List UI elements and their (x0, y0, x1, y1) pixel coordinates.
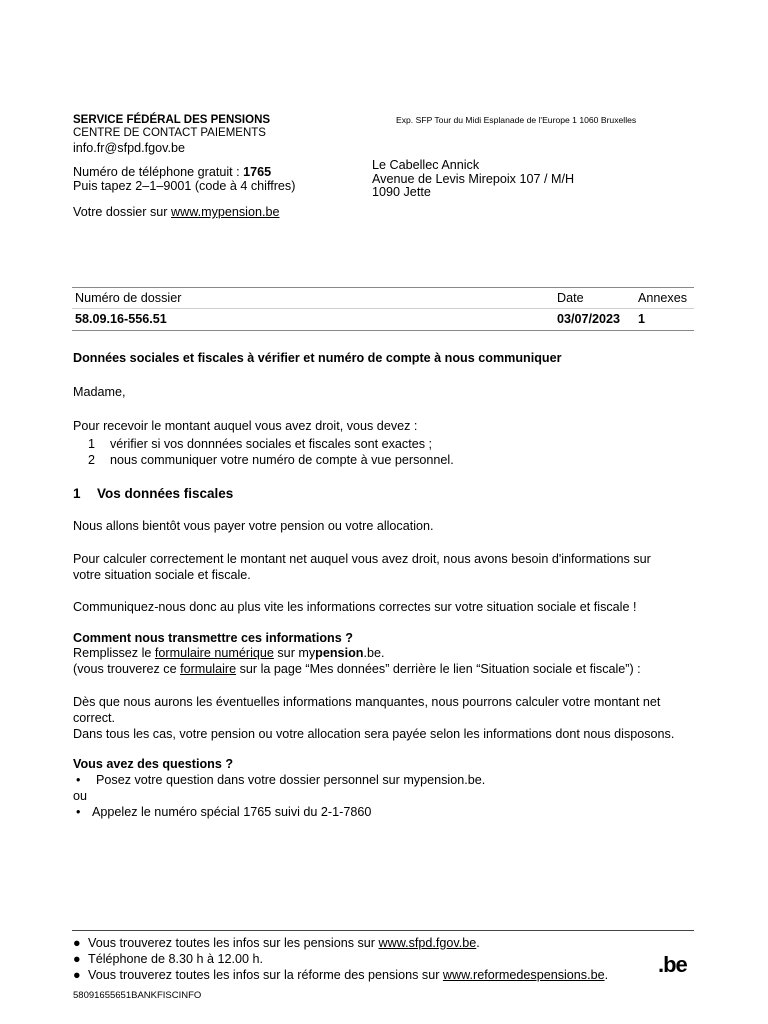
step-number: 1 (88, 437, 96, 451)
digital-form-link[interactable]: formulaire numérique (154, 646, 274, 660)
reform-link[interactable]: www.reformedespensions.be (442, 968, 605, 982)
table-mid-rule (72, 308, 694, 309)
return-address: Exp. SFP Tour du Midi Esplanade de l'Europe 1 1060 Bruxelles (396, 115, 637, 125)
sfpd-link[interactable]: www.sfpd.fgov.be (378, 936, 477, 950)
paragraph-line: Dans tous les cas, votre pension ou votre allocation sera payée selon les informations dont nous disposons. (73, 727, 675, 741)
dossier-prefix: Votre dossier sur (73, 205, 171, 219)
how-line-2 (73, 662, 641, 677)
question-item (73, 773, 485, 788)
phone-number: 1765 (243, 165, 272, 179)
text-run: Vous trouverez toutes les infos sur la réforme des pensions sur (88, 968, 443, 982)
footer-rule (72, 930, 694, 931)
question-text: Appelez le numéro spécial 1765 suivi du 2-1-7860 (92, 805, 372, 819)
org-name: SERVICE FÉDÉRAL DES PENSIONS (73, 114, 271, 126)
phone-block (73, 165, 295, 193)
phone-code: Puis tapez 2–1–9001 (code à 4 chiffres) (73, 179, 296, 193)
paragraph-calculation (73, 552, 651, 583)
phone-prefix: Numéro de téléphone gratuit : (73, 165, 244, 179)
date-value: 03/07/2023 (557, 312, 621, 326)
greeting: Madame, (73, 385, 126, 399)
bullet-icon: • (76, 773, 81, 787)
step-item (73, 437, 432, 452)
form-link[interactable]: formulaire (180, 662, 237, 676)
be-logo: .be (658, 952, 687, 977)
footer-info (73, 935, 608, 983)
table-bottom-rule (72, 330, 694, 331)
bullet-icon: • (76, 805, 81, 819)
text-run: sur my (273, 646, 316, 660)
letter-subject: Données sociales et fiscales à vérifier et numéro de compte à nous communiquer (73, 351, 562, 365)
dossier-number-label: Numéro de dossier (75, 291, 182, 305)
footer-line (73, 935, 608, 951)
section-title: Vos données fiscales (97, 486, 234, 501)
paragraph-communicate: Communiquez-nous donc au plus vite les informations correctes sur votre situation sociale et fiscale ! (73, 600, 637, 614)
paragraph-payment: Nous allons bientôt vous payer votre pension ou votre allocation. (73, 519, 434, 533)
question-item (73, 805, 371, 820)
paragraph-line: correct. (73, 711, 115, 725)
bullet-icon: ● (73, 968, 81, 982)
text-run: .be. (363, 646, 385, 660)
paragraph-missing-info (73, 694, 674, 742)
paragraph-line: Dès que nous aurons les éventuelles informations manquantes, nous pourrons calculer votre montant net (73, 695, 661, 709)
question-text: Posez votre question dans votre dossier personnel sur mypension.be. (96, 773, 486, 787)
how-line-1 (73, 646, 384, 661)
text-run: Remplissez le (73, 646, 155, 660)
text-run: Vous trouverez toutes les infos sur les pensions sur (88, 936, 379, 950)
text-run: . (476, 936, 480, 950)
dossier-line (73, 205, 280, 220)
questions-title: Vous avez des questions ? (73, 757, 234, 771)
section-number: 1 (73, 486, 81, 501)
recipient-address (372, 159, 574, 200)
document-code: 58091655651BANKFISCINFO (73, 990, 202, 1001)
date-label: Date (557, 291, 584, 305)
text-run: Téléphone de 8.30 h à 12.00 h. (88, 952, 264, 966)
intro-text: Pour recevoir le montant auquel vous avez droit, vous devez : (73, 419, 418, 433)
text-run: (vous trouverez ce (73, 662, 181, 676)
recipient-city: 1090 Jette (372, 185, 431, 199)
step-text: vérifier si vos donnnées sociales et fiscales sont exactes ; (110, 437, 432, 451)
footer-line (73, 967, 608, 983)
dossier-number-value: 58.09.16-556.51 (75, 312, 167, 326)
mypension-link[interactable]: www.mypension.be (171, 205, 280, 219)
bullet-icon: ● (73, 952, 81, 966)
annexes-value: 1 (638, 312, 646, 326)
section-heading (73, 486, 233, 501)
phone-line (73, 165, 295, 179)
table-top-rule (72, 287, 694, 288)
bullet-icon: ● (73, 936, 81, 950)
sender-block (73, 113, 270, 156)
step-text: nous communiquer votre numéro de compte à vue personnel. (110, 453, 454, 467)
step-number: 2 (88, 453, 96, 467)
paragraph-line: Pour calculer correctement le montant net auquel vous avez droit, nous avons besoin d'informations sur (73, 552, 651, 566)
recipient-street: Avenue de Levis Mirepoix 107 / M/H (372, 171, 575, 186)
text-run: sur la page “Mes données” derrière le lien “Situation sociale et fiscale”) : (236, 662, 641, 676)
paragraph-line: votre situation sociale et fiscale. (73, 568, 251, 582)
footer-line (73, 951, 608, 967)
how-title: Comment nous transmettre ces informations ? (73, 631, 353, 645)
annexes-label: Annexes (638, 291, 688, 305)
recipient-name: Le Cabellec Annick (372, 158, 480, 172)
contact-center: CENTRE DE CONTACT PAIEMENTS (73, 127, 266, 139)
contact-email[interactable]: info.fr@sfpd.fgov.be (73, 141, 185, 155)
or-text: ou (73, 789, 88, 803)
text-run-bold: pension (315, 646, 364, 660)
step-item (73, 453, 454, 468)
text-run: . (604, 968, 609, 982)
